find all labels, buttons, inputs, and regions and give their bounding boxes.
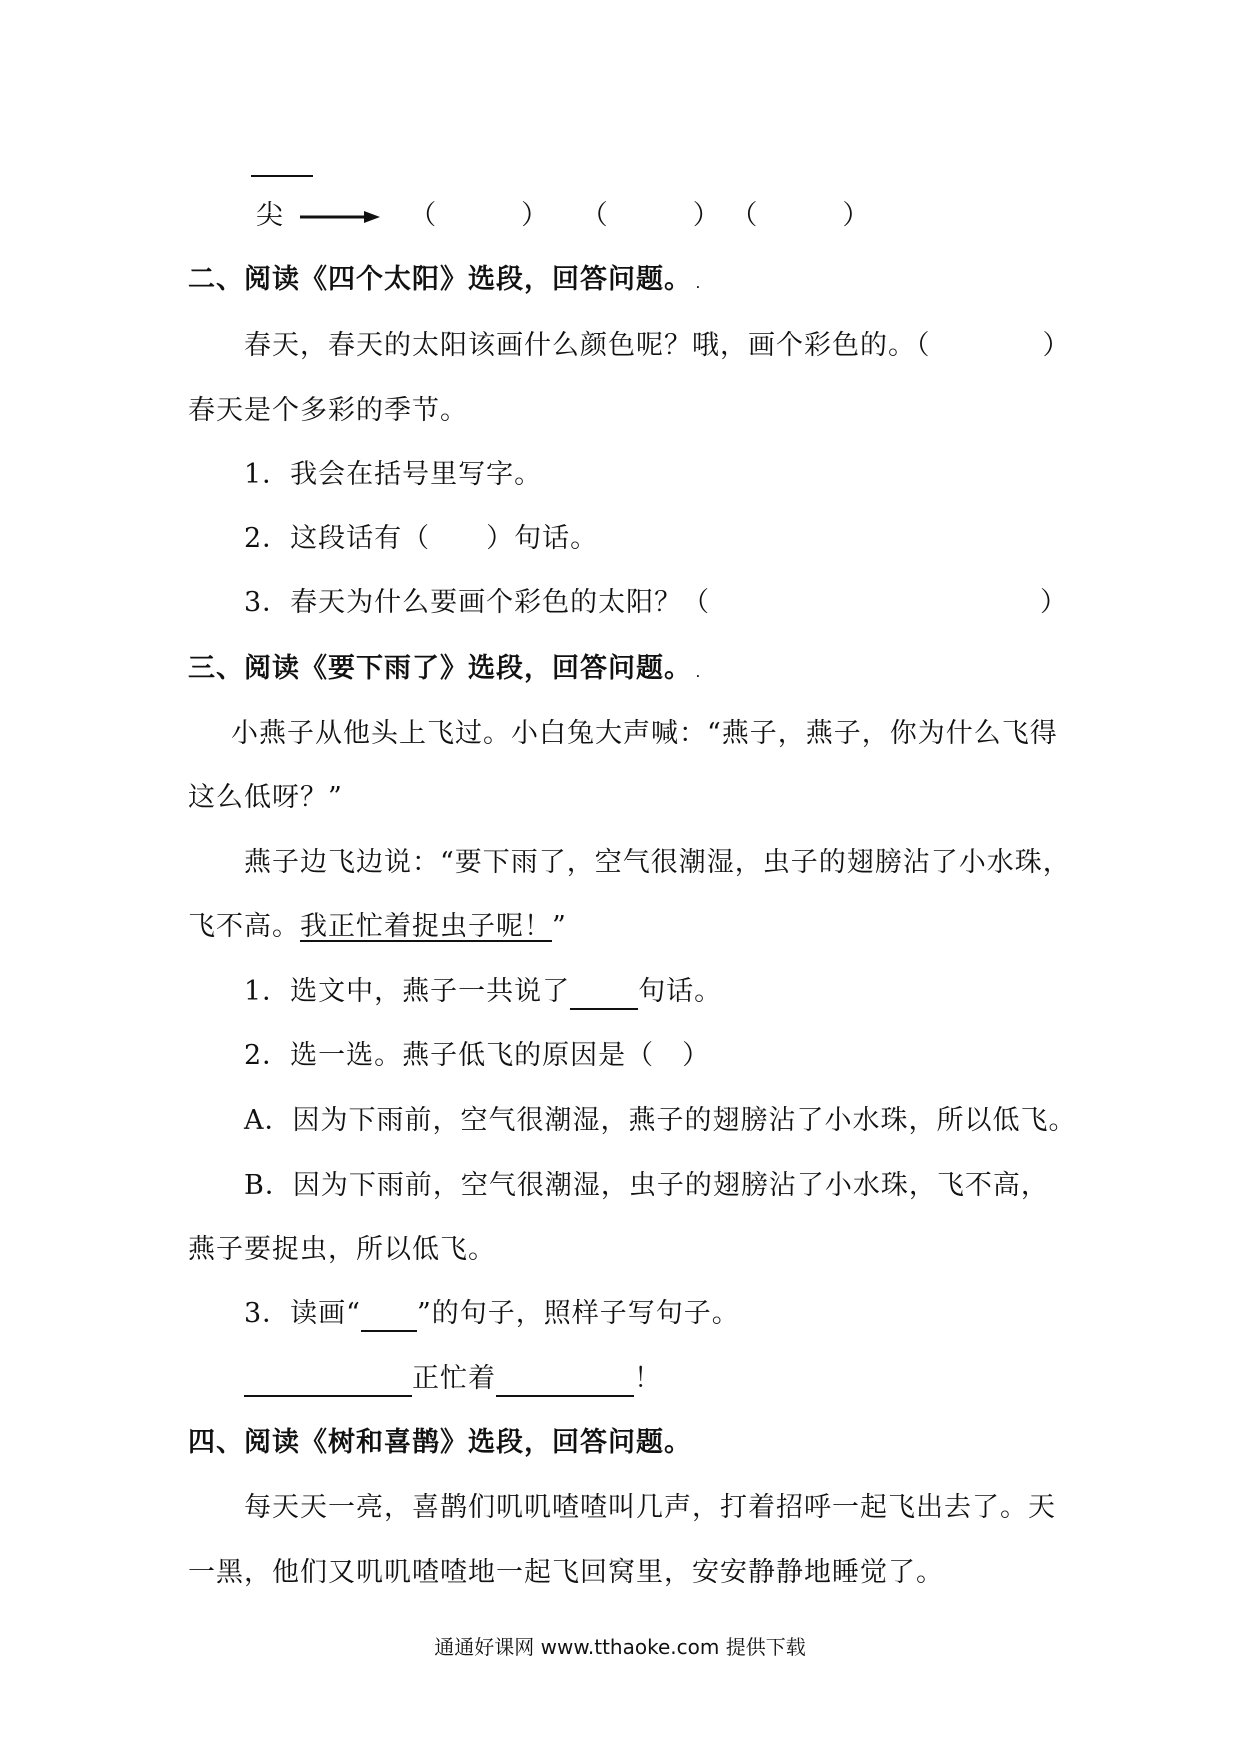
section-3-question-2: 2．选一选。燕子低飞的原因是（ ）	[244, 1040, 711, 1071]
section-2-question-2: 2．这段话有（ ）句话。	[244, 523, 599, 554]
section-4-paragraph-line-1: 每天天一亮，喜鹊们叽叽喳喳叫几声，打着招呼一起飞出去了。天	[244, 1492, 1056, 1523]
section-3-sample-sentence: 正忙着 ！	[244, 1361, 662, 1397]
section-3-paragraph-2-line-2: 飞不高。我正忙着捉虫子呢！”	[188, 911, 567, 942]
answer-paren-3: （ ）	[730, 200, 871, 231]
fill-blank	[361, 1302, 417, 1332]
fill-blank	[244, 1367, 412, 1397]
section-3-option-a: A．因为下雨前，空气很潮湿，燕子的翅膀沾了小水珠，所以低飞。	[244, 1105, 1077, 1136]
section-2-paragraph-line-2: 春天是个多彩的季节。	[188, 395, 468, 426]
section-4-heading: 四、阅读《树和喜鹊》选段，回答问题。	[188, 1427, 692, 1458]
section-3-option-b-line-1: B．因为下雨前，空气很潮湿，虫子的翅膀沾了小水珠，飞不高，	[244, 1170, 1049, 1201]
section-2-paragraph-line-1: 春天，春天的太阳该画什么颜色呢？哦，画个彩色的。（ ）	[244, 330, 1071, 361]
section-3-question-3: 3．读画“ ”的句子，照样子写句子。	[244, 1296, 740, 1332]
section-2-question-3: 3．春天为什么要画个彩色的太阳？（	[244, 587, 711, 618]
fill-blank	[496, 1367, 634, 1397]
answer-paren-2: （ ）	[580, 200, 721, 231]
page-footer: 通通好课网 www.tthaoke.com 提供下载	[434, 1635, 806, 1659]
answer-paren-1: （ ）	[409, 200, 550, 231]
arrow-icon	[300, 209, 380, 225]
section-3-option-b-line-2: 燕子要捉虫，所以低飞。	[188, 1234, 496, 1265]
word-chain-row	[256, 198, 870, 234]
section-2-question-1: 1．我会在括号里写字。	[244, 459, 543, 490]
section-3-paragraph-1-line-1: 小燕子从他头上飞过。小白兔大声喊：“燕子，燕子，你为什么飞得	[231, 718, 1058, 749]
section-4-paragraph-line-2: 一黑，他们又叽叽喳喳地一起飞回窝里，安安静静地睡觉了。	[188, 1557, 944, 1588]
section-2-heading: 二、阅读《四个太阳》选段，回答问题。 .	[188, 264, 701, 295]
section-3-heading: 三、阅读《要下雨了》选段，回答问题。 .	[188, 653, 701, 684]
section-3-paragraph-1-line-2: 这么低呀？”	[188, 782, 343, 813]
section-3-paragraph-2-line-1: 燕子边飞边说：“要下雨了，空气很潮湿，虫子的翅膀沾了小水珠，	[244, 847, 1071, 878]
fill-blank	[570, 980, 638, 1010]
word-char: 尖	[256, 200, 284, 231]
underlined-sentence: 我正忙着捉虫子呢！	[300, 911, 552, 942]
section-2-question-3-close-paren: ）	[1040, 587, 1068, 618]
answer-line	[251, 175, 313, 177]
section-3-question-1: 1．选文中，燕子一共说了 句话。	[244, 974, 722, 1010]
